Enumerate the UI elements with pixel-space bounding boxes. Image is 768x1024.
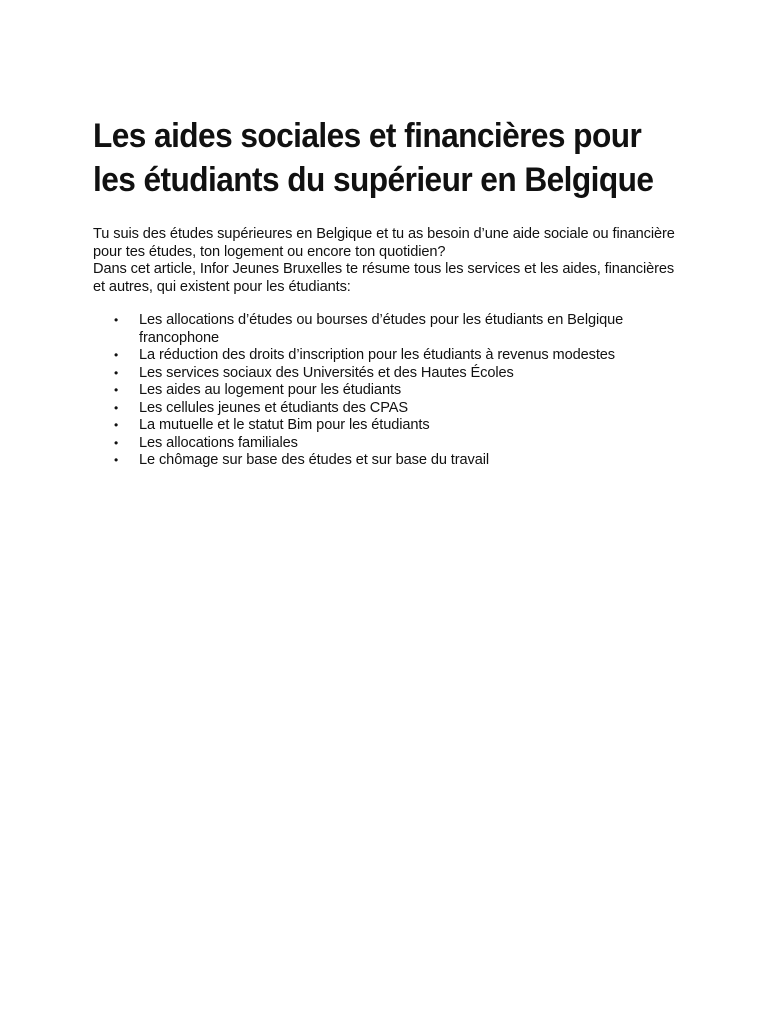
document-page	[93, 114, 683, 470]
list-item-text: Les cellules jeunes et étudiants des CPAS	[139, 399, 409, 416]
bullet-icon: •	[114, 400, 119, 415]
bullet-icon: •	[114, 418, 119, 432]
bullet-icon: •	[114, 453, 119, 467]
list-item-text: Les allocations d’études ou bourses d’études pour les étudiants en Belgique francophone	[139, 312, 624, 346]
list-item-text: Le chômage sur base des études et sur base du travail	[139, 452, 490, 468]
intro-paragraph	[93, 226, 683, 296]
intro-line-2: Dans cet article, Infor Jeunes Bruxelles te résume tous les services et les aides, financières et autres, qui existent pour les étudiants:	[93, 261, 675, 295]
page-title: Les aides sociales et financières pour les étudiants du supérieur en Belgique	[93, 117, 654, 199]
list-item-text: La mutuelle et le statut Bim pour les étudiants	[139, 417, 430, 433]
list-item-text: Les services sociaux des Universités et des Hautes Écoles	[139, 364, 514, 381]
bullet-icon: •	[114, 435, 119, 450]
aid-list	[93, 312, 683, 470]
list-item	[114, 382, 683, 400]
list-item	[114, 452, 683, 470]
list-item	[114, 347, 683, 365]
list-item	[114, 417, 683, 435]
bullet-icon: •	[114, 365, 119, 380]
list-item	[114, 434, 683, 453]
intro-line-1: Tu suis des études supérieures en Belgique et tu as besoin d’une aide sociale ou financière pour tes études, ton logement ou encore ton quotidien?	[93, 226, 675, 260]
list-item	[114, 312, 683, 347]
list-item-text: Les aides au logement pour les étudiants	[139, 382, 402, 398]
bullet-icon: •	[114, 313, 119, 327]
list-item-text: Les allocations familiales	[139, 434, 298, 451]
list-item	[114, 364, 683, 383]
bullet-icon: •	[114, 348, 119, 362]
list-item	[114, 399, 683, 418]
bullet-icon: •	[114, 383, 119, 397]
list-item-text: La réduction des droits d’inscription pour les étudiants à revenus modestes	[139, 347, 615, 363]
